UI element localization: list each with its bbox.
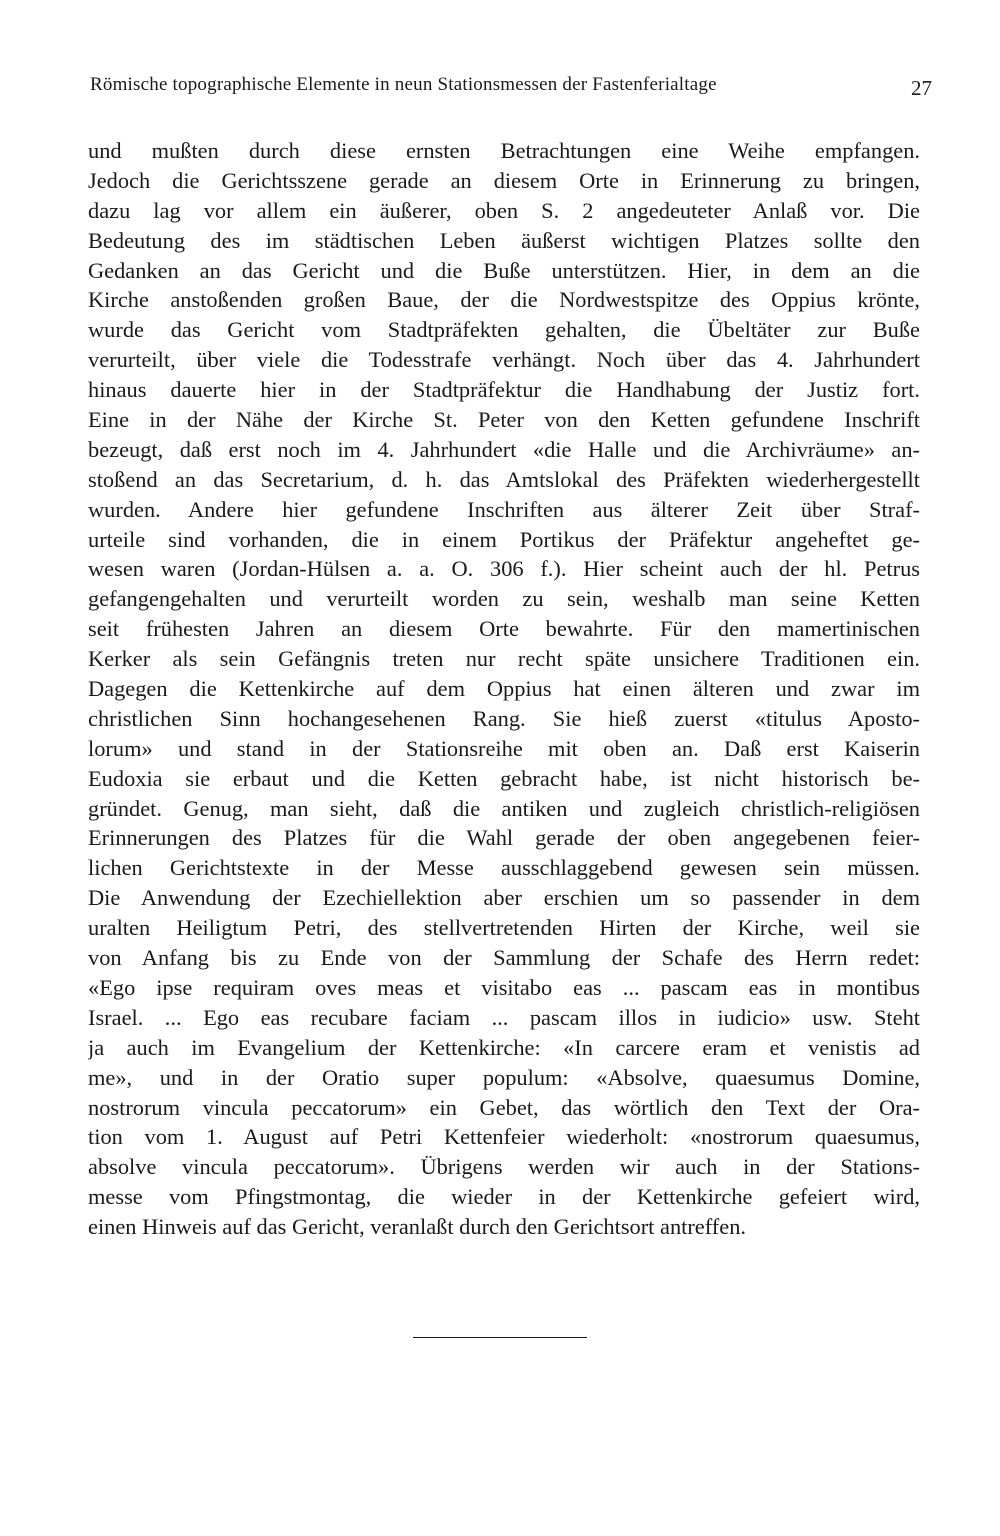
text-line: «Ego ipse requiram oves meas et visitabo eas ... pascam eas in montibus	[88, 974, 920, 1000]
text-line: gefangengehalten und verurteilt worden zu sein, weshalb man seine Ketten	[88, 586, 920, 612]
text-line: Jedoch die Gerichtsszene gerade an diesem Orte in Erinnerung zu bringen,	[88, 167, 920, 193]
text-line: me», und in der Oratio super populum: «Absolve, quaesumus Domine,	[88, 1064, 920, 1090]
text-line: Kerker als sein Gefängnis treten nur recht späte unsichere Traditionen ein.	[88, 646, 920, 672]
running-title: Römische topographische Elemente in neun Stationsmessen der Fastenferialtage	[90, 74, 717, 95]
text-line: ja auch im Evangelium der Kettenkirche: «In carcere eram et venistis ad	[88, 1034, 920, 1060]
page-number: 27	[911, 76, 932, 100]
text-line: wurden. Andere hier gefundene Inschriften aus älterer Zeit über Straf-	[88, 496, 920, 522]
text-line: bezeugt, daß erst noch im 4. Jahrhundert «die Halle und die Archivräume» an-	[88, 436, 920, 462]
text-line: Erinnerungen des Platzes für die Wahl gerade der oben angegebenen feier-	[88, 825, 920, 851]
text-line: urteile sind vorhanden, die in einem Portikus der Präfektur angeheftet ge-	[88, 526, 920, 552]
text-line: von Anfang bis zu Ende von der Sammlung der Schafe des Herrn redet:	[88, 945, 920, 971]
text-line: Eine in der Nähe der Kirche St. Peter von den Ketten gefundene Inschrift	[88, 407, 920, 433]
text-line: Dagegen die Kettenkirche auf dem Oppius hat einen älteren und zwar im	[88, 676, 920, 702]
section-divider	[413, 1337, 587, 1338]
text-line: Gedanken an das Gericht und die Buße unterstützen. Hier, in dem an die	[88, 257, 920, 283]
text-line: Die Anwendung der Ezechiellektion aber erschien um so passender in dem	[88, 885, 920, 911]
text-line: wurde das Gericht vom Stadtpräfekten gehalten, die Übeltäter zur Buße	[88, 317, 920, 343]
text-line: verurteilt, über viele die Todesstrafe verhängt. Noch über das 4. Jahrhundert	[88, 347, 920, 373]
text-line: Kirche anstoßenden großen Baue, der die Nordwestspitze des Oppius krönte,	[88, 287, 920, 313]
text-line: einen Hinweis auf das Gericht, veranlaßt durch den Gerichtsort antreffen.	[88, 1214, 746, 1240]
text-line: Eudoxia sie erbaut und die Ketten gebracht habe, ist nicht historisch be-	[88, 765, 920, 791]
text-line: und mußten durch diese ernsten Betrachtungen eine Weihe empfangen.	[88, 138, 920, 163]
text-line: lichen Gerichtstexte in der Messe ausschlaggebend gewesen sein müssen.	[88, 855, 920, 881]
text-line: hinaus dauerte hier in der Stadtpräfektur die Handhabung der Justiz fort.	[88, 377, 920, 403]
text-line: nostrorum vincula peccatorum» ein Gebet, das wörtlich den Text der Ora-	[88, 1094, 920, 1120]
text-line: tion vom 1. August auf Petri Kettenfeier wiederholt: «nostrorum quaesumus,	[88, 1124, 920, 1150]
text-line: christlichen Sinn hochangesehenen Rang. Sie hieß zuerst «titulus Aposto-	[88, 705, 920, 731]
text-line: uralten Heiligtum Petri, des stellvertretenden Hirten der Kirche, weil sie	[88, 915, 920, 941]
text-line: absolve vincula peccatorum». Übrigens werden wir auch in der Stations-	[88, 1154, 920, 1180]
text-line: lorum» und stand in der Stationsreihe mit oben an. Daß erst Kaiserin	[88, 735, 920, 761]
text-line: seit frühesten Jahren an diesem Orte bewahrte. Für den mamertinischen	[88, 616, 920, 642]
text-line: Israel. ... Ego eas recubare faciam ... pascam illos in iudicio» usw. Steht	[88, 1004, 920, 1030]
running-head	[90, 74, 932, 104]
text-line: Bedeutung des im städtischen Leben äußerst wichtigen Platzes sollte den	[88, 227, 920, 253]
text-line: wesen waren (Jordan-Hülsen a. a. O. 306 f.). Hier scheint auch der hl. Petrus	[88, 556, 920, 582]
text-line: dazu lag vor allem ein äußerer, oben S. 2 angedeuteter Anlaß vor. Die	[88, 197, 920, 223]
text-line: gründet. Genug, man sieht, daß die antiken und zugleich christlich-religiösen	[88, 795, 920, 821]
text-line: messe vom Pfingstmontag, die wieder in der Kettenkirche gefeiert wird,	[88, 1184, 920, 1210]
body-paragraph	[88, 136, 920, 1242]
text-line: stoßend an das Secretarium, d. h. das Amtslokal des Präfekten wiederhergestellt	[88, 466, 920, 492]
